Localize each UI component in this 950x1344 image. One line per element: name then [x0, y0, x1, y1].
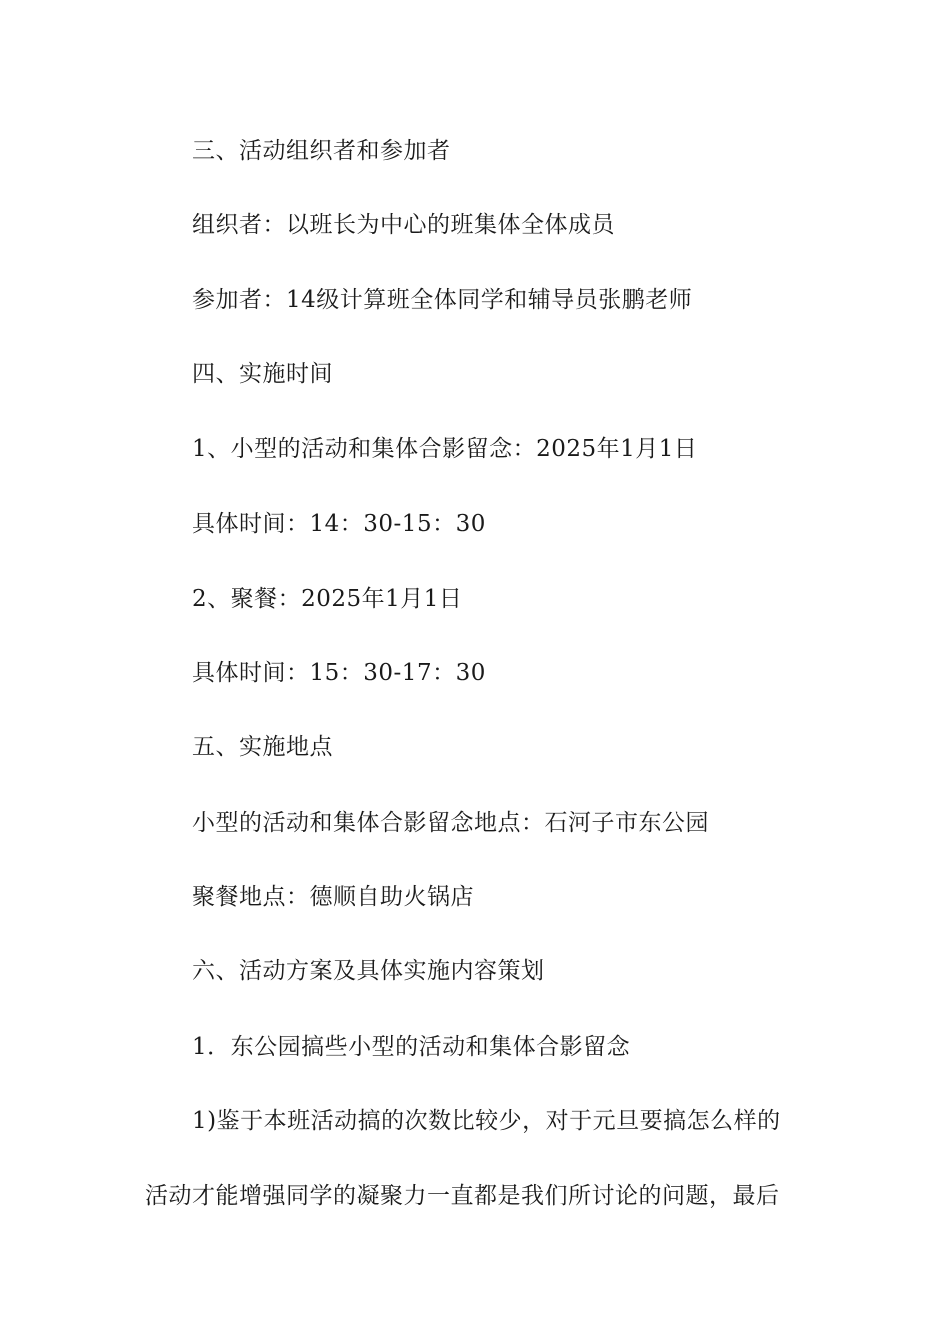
section-heading-location: 五、实施地点: [192, 734, 333, 760]
participants-line: 参加者：14级计算班全体同学和辅导员张鹏老师: [192, 287, 693, 313]
activity-location-line: 小型的活动和集体合影留念地点：石河子市东公园: [192, 810, 709, 836]
section-heading-plan: 六、活动方案及具体实施内容策划: [192, 958, 545, 984]
paragraph-line-1: 1)鉴于本班活动搞的次数比较少，对于元旦要搞怎么样的: [192, 1108, 781, 1134]
organizer-line: 组织者：以班长为中心的班集体全体成员: [192, 212, 615, 238]
section-heading-time: 四、实施时间: [192, 361, 333, 387]
dinner-date-line: 2、聚餐：2025年1月1日: [192, 586, 463, 612]
dinner-time-line: 具体时间：15：30-17：30: [192, 660, 486, 686]
paragraph-line-2: 活动才能增强同学的凝聚力一直都是我们所讨论的问题，最后: [145, 1183, 780, 1209]
dinner-location-line: 聚餐地点：德顺自助火锅店: [192, 884, 474, 910]
activity-time-line: 具体时间：14：30-15：30: [192, 511, 486, 537]
plan-item-1: 1．东公园搞些小型的活动和集体合影留念: [192, 1034, 631, 1060]
activity-date-line: 1、小型的活动和集体合影留念：2025年1月1日: [192, 436, 698, 462]
section-heading-organizers: 三、活动组织者和参加者: [192, 138, 451, 164]
